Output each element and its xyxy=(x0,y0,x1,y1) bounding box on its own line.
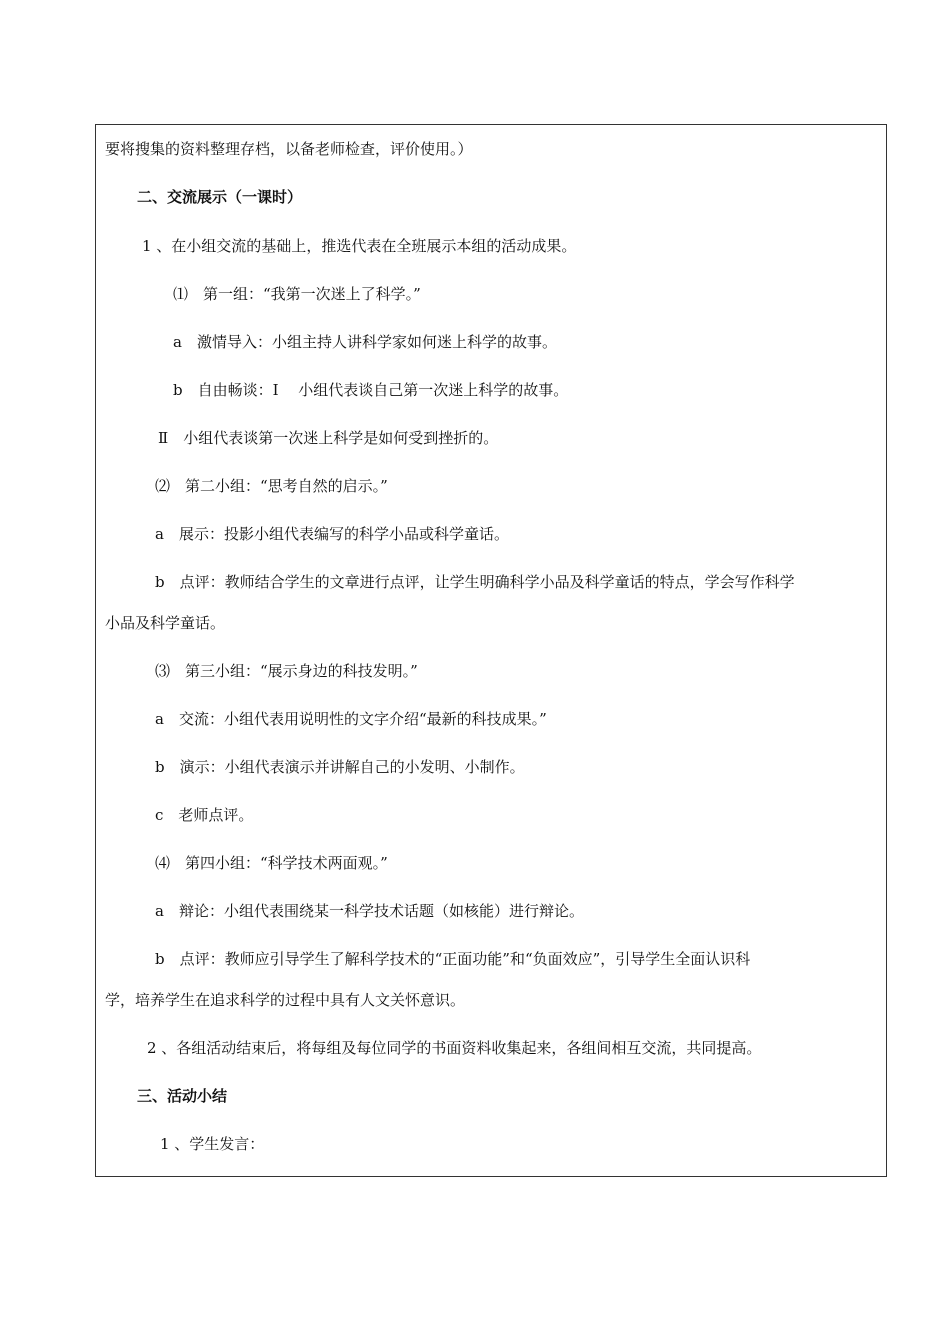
group-2-item-b-continued: 小品及科学童话。 xyxy=(105,614,226,632)
text-line-continuation: 要将搜集的资料整理存档，以备老师检查，评价使用。） xyxy=(105,140,473,158)
section-heading-summary: 三、活动小结 xyxy=(137,1087,228,1105)
content-frame xyxy=(95,124,887,1177)
group-1-item-a: a 激情导入：小组主持人讲科学家如何迷上科学的故事。 xyxy=(173,333,557,351)
group-1-item-b: b 自由畅谈：Ⅰ 小组代表谈自己第一次迷上科学的故事。 xyxy=(173,381,569,399)
group-2-title: ⑵ 第二小组：“思考自然的启示。” xyxy=(155,477,388,495)
group-4-title: ⑷ 第四小组：“科学技术两面观。” xyxy=(155,854,388,872)
list-item-2: 2 、各组活动结束后，将每组及每位同学的书面资料收集起来，各组间相互交流，共同提高。 xyxy=(147,1039,762,1057)
group-1-item-b-ii: Ⅱ 小组代表谈第一次迷上科学是如何受到挫折的。 xyxy=(158,429,499,447)
group-3-item-c: c 老师点评。 xyxy=(155,806,254,824)
group-3-item-b: b 演示：小组代表演示并讲解自己的小发明、小制作。 xyxy=(155,758,525,776)
group-2-item-b: b 点评：教师结合学生的文章进行点评，让学生明确科学小品及科学童话的特点，学会写作科学 xyxy=(155,573,795,591)
group-4-item-a: a 辩论：小组代表围绕某一科学技术话题（如核能）进行辩论。 xyxy=(155,902,584,920)
section-heading-exchange: 二、交流展示（一课时） xyxy=(137,188,303,206)
list-item-1: 1 、在小组交流的基础上，推选代表在全班展示本组的活动成果。 xyxy=(142,237,577,255)
group-2-item-a: a 展示：投影小组代表编写的科学小品或科学童话。 xyxy=(155,525,509,543)
group-4-item-b: b 点评：教师应引导学生了解科学技术的“正面功能”和“负面效应”，引导学生全面认识科 xyxy=(155,950,751,968)
group-3-title: ⑶ 第三小组：“展示身边的科技发明。” xyxy=(155,662,418,680)
summary-item-1: 1 、学生发言： xyxy=(160,1135,265,1153)
group-4-item-b-continued: 学，培养学生在追求科学的过程中具有人文关怀意识。 xyxy=(105,991,466,1009)
group-1-title: ⑴ 第一组：“我第一次迷上了科学。” xyxy=(173,285,421,303)
group-3-item-a: a 交流：小组代表用说明性的文字介绍“最新的科技成果。” xyxy=(155,710,547,728)
